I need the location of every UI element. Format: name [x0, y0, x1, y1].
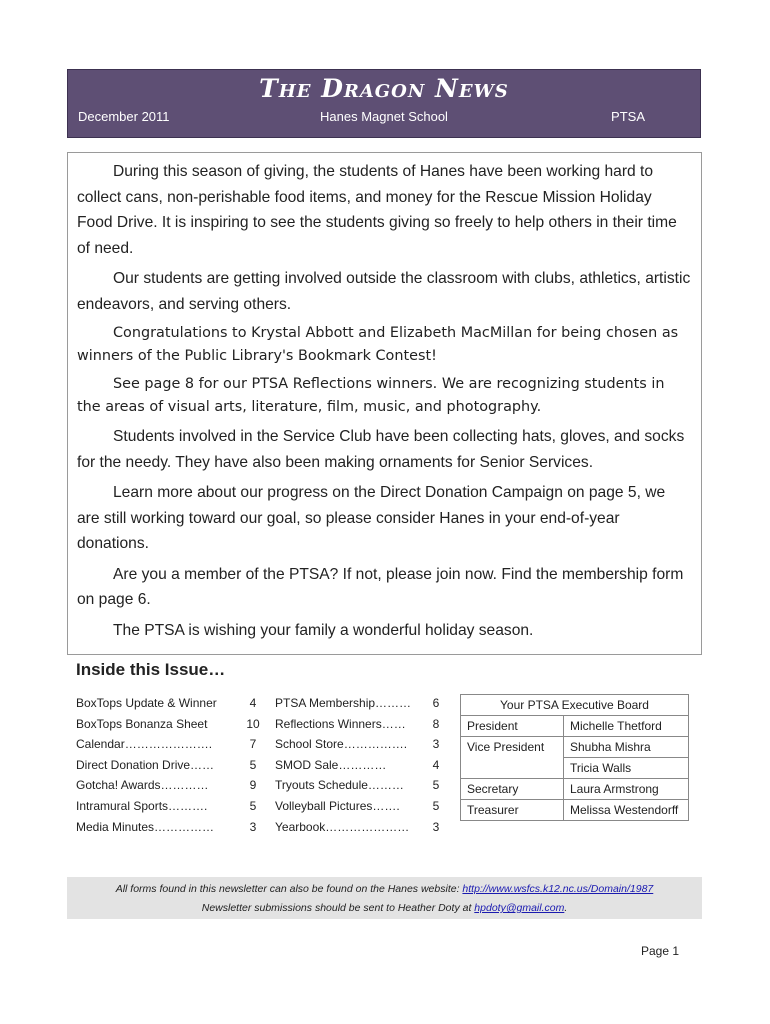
board-row [461, 737, 689, 758]
submission-note-text: Newsletter submissions should be sent to Heather Doty at [201, 902, 475, 914]
intro-paragraph: Students involved in the Service Club have been collecting hats, gloves, and socks for the needy. They have also been making ornaments for Senior Services. [77, 428, 685, 471]
forms-note-text: All forms found in this newsletter can also be found on the Hanes website: [115, 883, 463, 895]
intro-paragraph: See page 8 for our PTSA Reflections winners. We are recognizing students in the areas of visual arts, literature, film, music, and photography. [77, 376, 665, 415]
submission-note-end: . [564, 902, 568, 914]
toc-entry-page: 4 [432, 757, 440, 772]
board-member-name: Tricia Walls [564, 758, 689, 779]
toc-entry-page: 8 [432, 716, 440, 731]
toc-entry-page: 5 [432, 778, 440, 793]
email-link[interactable]: hpdoty@gmail.com [474, 902, 565, 914]
toc-entry-label: Direct Donation Drive…… [76, 757, 215, 772]
board-member-name: Laura Armstrong [564, 779, 689, 800]
toc-entry-label: Yearbook………………… [275, 819, 410, 834]
toc-entry-label: BoxTops Update & Winner [76, 696, 217, 710]
issue-date: December 2011 [78, 109, 170, 124]
toc-entry[interactable] [76, 714, 262, 735]
toc-entry-page: 10 [246, 716, 260, 731]
board-member-name: Michelle Thetford [564, 716, 689, 737]
toc-entry-page: 3 [432, 737, 440, 752]
intro-paragraph: Are you a member of the PTSA? If not, please join now. Find the membership form on page 6. [77, 565, 684, 608]
website-link[interactable]: http://www.wsfcs.k12.nc.us/Domain/1987 [462, 883, 654, 895]
toc-entry-page: 9 [249, 778, 257, 793]
board-role: Vice President [461, 737, 564, 758]
intro-article [67, 152, 702, 655]
toc-entry-label: Reflections Winners…… [275, 716, 406, 731]
executive-board-table [460, 694, 689, 821]
toc-entry[interactable] [275, 714, 447, 735]
toc-column-2 [275, 693, 447, 837]
toc-entry-label: Media Minutes…………… [76, 819, 215, 834]
toc-entry[interactable] [275, 755, 447, 776]
toc-entry[interactable] [275, 775, 447, 796]
board-role: Treasurer [461, 800, 564, 821]
intro-paragraph: During this season of giving, the students of Hanes have been working hard to collect cans, non-perishable food items, and money for the Rescue Mission Holiday Food Drive. It is inspiring to see the students giving so freely to help others in their time of need. [77, 163, 677, 257]
toc-entry[interactable] [76, 775, 262, 796]
toc-entry-label: PTSA Membership……… [275, 696, 412, 710]
toc-entry-label: Tryouts Schedule……… [275, 778, 404, 793]
board-row [461, 779, 689, 800]
toc-entry-page: 5 [249, 757, 257, 772]
forms-note [67, 880, 702, 899]
toc-entry-page: 4 [249, 696, 257, 710]
toc-entry-label: Gotcha! Awards………… [76, 778, 209, 793]
toc-entry[interactable] [76, 817, 262, 838]
board-role [461, 758, 564, 779]
toc-entry[interactable] [76, 755, 262, 776]
toc-entry[interactable] [76, 693, 262, 714]
board-role: President [461, 716, 564, 737]
toc-entry[interactable] [76, 796, 262, 817]
board-header: Your PTSA Executive Board [461, 695, 689, 716]
toc-column-1 [76, 693, 262, 837]
intro-paragraph: Our students are getting involved outside the classroom with clubs, athletics, artistic endeavors, and serving others. [77, 270, 691, 313]
board-member-name: Shubha Mishra [564, 737, 689, 758]
board-row [461, 758, 689, 779]
toc-entry-page: 6 [432, 696, 440, 710]
newsletter-title: The Dragon News [259, 74, 509, 103]
page-number: Page 1 [641, 944, 680, 958]
masthead-banner [67, 69, 701, 138]
board-member-name: Melissa Westendorff [564, 800, 689, 821]
board-row [461, 800, 689, 821]
toc-entry[interactable] [275, 796, 447, 817]
toc-entry[interactable] [76, 734, 262, 755]
toc-entry-label: Calendar…………………. [76, 737, 213, 752]
school-name: Hanes Magnet School [320, 109, 448, 124]
toc-entry-page: 7 [249, 737, 257, 752]
toc-entry-label: School Store……………. [275, 737, 408, 752]
toc-entry-page: 3 [432, 819, 440, 834]
submission-note [67, 899, 702, 918]
toc-entry-label: Volleyball Pictures……. [275, 798, 400, 813]
intro-paragraph: The PTSA is wishing your family a wonderful holiday season. [113, 621, 534, 639]
intro-paragraph: Congratulations to Krystal Abbott and Elizabeth MacMillan for being chosen as winners of the Public Library's Bookmark Contest! [77, 325, 679, 364]
board-row [461, 716, 689, 737]
toc-entry-label: Intramural Sports………. [76, 798, 208, 813]
organization-name: PTSA [611, 109, 645, 124]
toc-entry-label: SMOD Sale………… [275, 757, 387, 772]
toc-entry-label: BoxTops Bonanza Sheet [76, 716, 208, 731]
footer-note [67, 877, 702, 919]
toc-entry-page: 5 [432, 798, 440, 813]
intro-paragraph: Learn more about our progress on the Direct Donation Campaign on page 5, we are still working toward our goal, so please consider Hanes in your end-of-year donations. [77, 484, 666, 552]
inside-issue-heading: Inside this Issue… [76, 660, 226, 679]
toc-entry[interactable] [275, 734, 447, 755]
toc-entry[interactable] [275, 817, 447, 838]
toc-entry[interactable] [275, 693, 447, 714]
board-role: Secretary [461, 779, 564, 800]
toc-entry-page: 3 [249, 819, 257, 834]
toc-entry-page: 5 [249, 798, 257, 813]
